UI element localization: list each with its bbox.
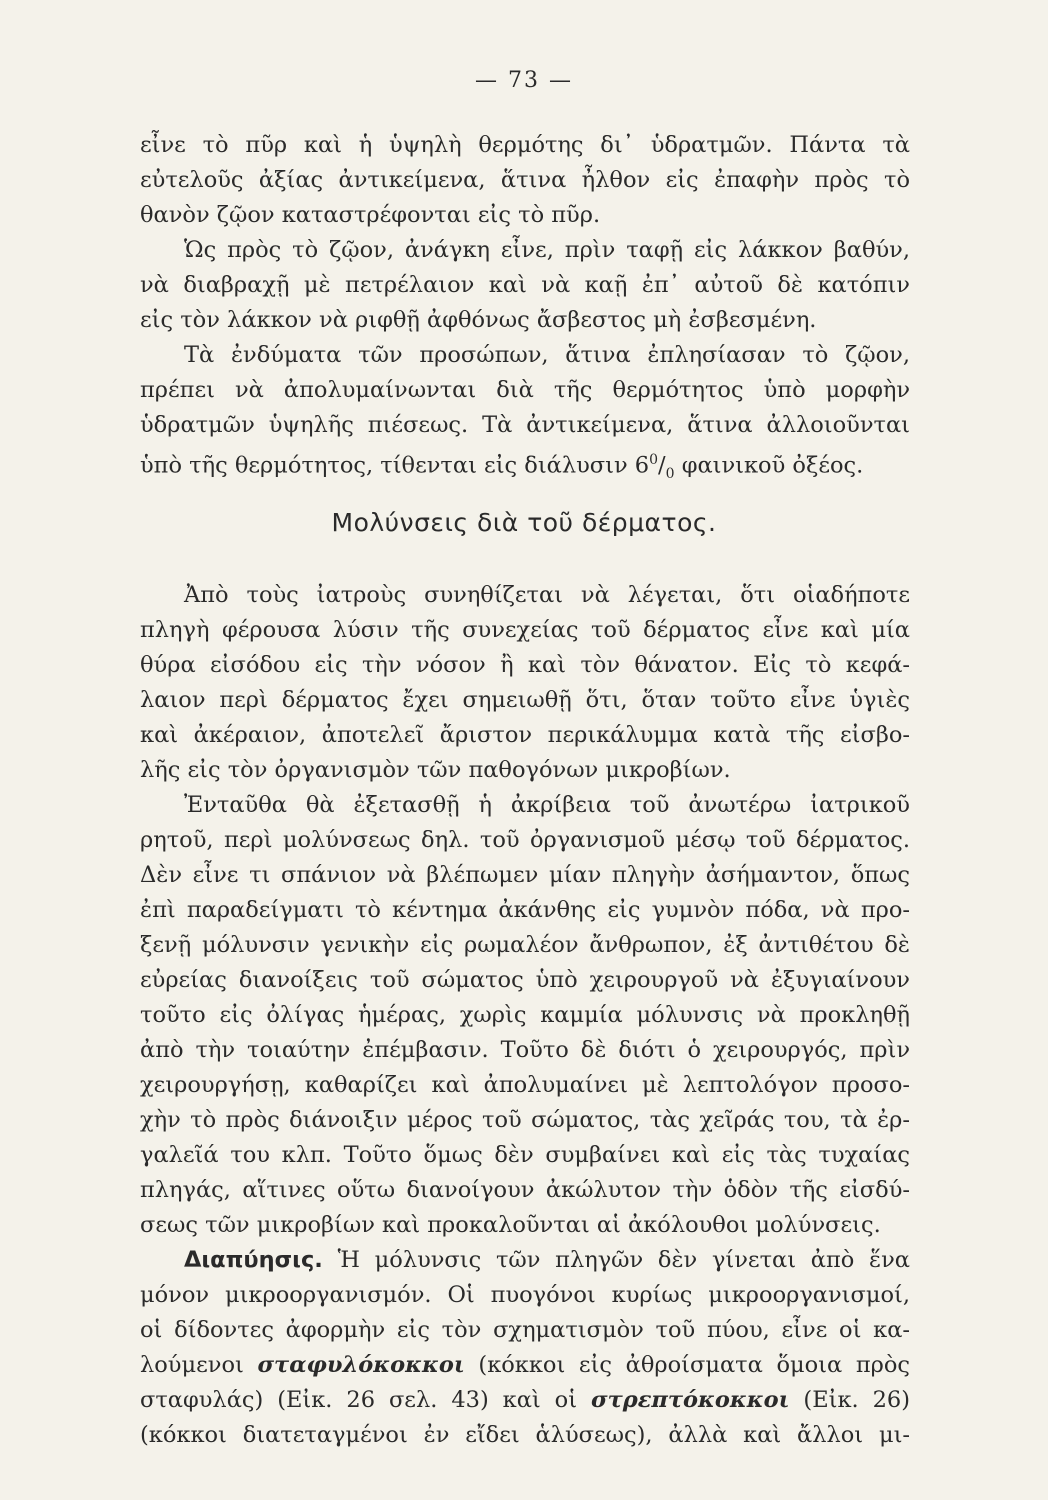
- text-line: θύρα εἰσόδου εἰς τὴν νόσον ἢ καὶ τὸν θάνατον. Εἰς τὸ κεφά-: [140, 652, 910, 678]
- text-line: χειρουργήσῃ, καθαρίζει καὶ ἀπολυμαίνει μὲ λεπτολόγον προσο-: [140, 1072, 910, 1098]
- paragraph-1: [140, 128, 910, 233]
- text-line: ἐπὶ παραδείγματι τὸ κέντημα ἀκάνθης εἰς γυμνὸν πόδα, νὰ προ-: [140, 897, 910, 923]
- text-line: θανὸν ζῷον καταστρέφονται εἰς τὸ πῦρ.: [140, 202, 601, 228]
- section-heading: Μολύνσεις διὰ τοῦ δέρματος.: [331, 508, 717, 537]
- text-line: πληγὴ φέρουσα λύσιν τῆς συνεχείας τοῦ δέρματος εἶνε καὶ μία: [140, 617, 910, 643]
- text-line: [140, 1243, 910, 1278]
- text-segment: Ἡ μόλυνσις τῶν πληγῶν δὲν γίνεται ἀπὸ ἕνα: [322, 1247, 910, 1273]
- text-line: λαιον περὶ δέρματος ἔχει σημειωθῇ ὅτι, ὅταν τοῦτο εἶνε ὑγιὲς: [140, 687, 910, 713]
- text-line: Ἀπὸ τοὺς ἰατροὺς συνηθίζεται νὰ λέγεται, ὅτι οἱαδήποτε: [184, 582, 910, 608]
- text-segment: (κόκκοι εἰς ἀθροίσματα ὅμοια πρὸς: [464, 1352, 910, 1378]
- text-line: σεως τῶν μικροβίων καὶ προκαλοῦνται αἱ ἀκόλουθοι μολύνσεις.: [140, 1212, 881, 1238]
- term-staphylococci: σταφυλόκοκκοι: [257, 1352, 465, 1378]
- text-line: εὐτελοῦς ἀξίας ἀντικείμενα, ἅτινα ἦλθον εἰς ἐπαφὴν πρὸς τὸ: [140, 167, 910, 193]
- text-line: καὶ ἀκέραιον, ἀποτελεῖ ἄριστον περικάλυμμα κατὰ τῆς εἰσβο-: [140, 722, 910, 748]
- text-line: εἰς τὸν λάκκον νὰ ριφθῇ ἀφθόνως ἄσβεστος μὴ ἐσβεσμένη.: [140, 307, 817, 333]
- term-diapyesis: Διαπύησις.: [184, 1247, 323, 1273]
- text-segment: φαινικοῦ ὀξέος.: [674, 452, 864, 479]
- text-line: νὰ διαβραχῇ μὲ πετρέλαιον καὶ νὰ καῇ ἐπ᾽ αὐτοῦ δὲ κατόπιν: [140, 272, 910, 298]
- subscript: 0: [665, 466, 675, 482]
- text-segment: /: [658, 452, 666, 479]
- text-line: Δὲν εἶνε τι σπάνιον νὰ βλέπωμεν μίαν πληγὴν ἀσήμαντον, ὅπως: [140, 862, 910, 888]
- text-line: ρητοῦ, περὶ μολύνσεως δηλ. τοῦ ὀργανισμοῦ μέσῳ τοῦ δέρματος.: [140, 827, 910, 853]
- text-line: οἱ δίδοντες ἀφορμὴν εἰς τὸν σχηματισμὸν τοῦ πύου, εἶνε οἱ κα-: [140, 1317, 910, 1343]
- text-line: εἶνε τὸ πῦρ καὶ ἡ ὑψηλὴ θερμότης δι᾽ ὑδρατμῶν. Πάντα τὰ: [140, 132, 910, 158]
- text-line: Ὡς πρὸς τὸ ζῷον, ἀνάγκη εἶνε, πρὶν ταφῇ εἰς λάκκον βαθύν,: [184, 237, 910, 263]
- paragraph-5: [140, 788, 910, 1243]
- text-line: πληγάς, αἵτινες οὕτω διανοίγουν ἀκώλυτον τὴν ὁδὸν τῆς εἰσδύ-: [140, 1177, 910, 1203]
- text-line: ὑδρατμῶν ὑψηλῆς πιέσεως. Τὰ ἀντικείμενα, ἅτινα ἀλλοιοῦνται: [140, 412, 910, 438]
- page-number: — 73 —: [475, 68, 573, 93]
- text-line: Ἐνταῦθα θὰ ἐξετασθῇ ἡ ἀκρίβεια τοῦ ἀνωτέρω ἰατρικοῦ: [184, 792, 910, 818]
- text-line: μόνον μικροοργανισμόν. Οἱ πυογόνοι κυρίως μικροοργανισμοί,: [140, 1282, 910, 1308]
- text-line: λῆς εἰς τὸν ὀργανισμὸν τῶν παθογόνων μικροβίων.: [140, 757, 731, 783]
- text-line: πρέπει νὰ ἀπολυμαίνωνται διὰ τῆς θερμότητος ὑπὸ μορφὴν: [140, 377, 910, 403]
- text-line: ἀπὸ τὴν τοιαύτην ἐπέμβασιν. Τοῦτο δὲ διότι ὁ χειρουργός, πρὶν: [140, 1037, 910, 1063]
- paragraph-6: [140, 1243, 910, 1453]
- text-line: ξενῇ μόλυνσιν γενικὴν εἰς ρωμαλέον ἄνθρωπον, ἐξ ἀντιθέτου δὲ: [140, 932, 910, 958]
- text-line: [140, 1348, 910, 1383]
- text-segment: λούμενοι: [140, 1352, 258, 1378]
- paragraph-4: [140, 578, 910, 788]
- term-streptococci: στρεπτόκοκκοι: [591, 1387, 790, 1413]
- text-line: χὴν τὸ πρὸς διάνοιξιν μέρος τοῦ σώματος, τὰς χεῖράς του, τὰ ἐρ-: [140, 1107, 910, 1133]
- text-segment: (Εἰκ. 26): [789, 1387, 911, 1413]
- text-segment: σταφυλάς) (Εἰκ. 26 σελ. 43) καὶ οἱ: [140, 1387, 591, 1413]
- text-line: τοῦτο εἰς ὀλίγας ἡμέρας, χωρὶς καμμία μόλυνσις νὰ προκληθῇ: [140, 1002, 910, 1028]
- text-line: Τὰ ἐνδύματα τῶν προσώπων, ἅτινα ἐπλησίασαν τὸ ζῷον,: [184, 342, 910, 368]
- paragraph-3: [140, 338, 910, 482]
- text-line: [140, 1383, 910, 1418]
- text-segment: ὑπὸ τῆς θερμότητος, τίθενται εἰς διάλυσιν 6: [140, 452, 650, 479]
- text-line: (κόκκοι διατεταγμένοι ἐν εἴδει ἁλύσεως), ἀλλὰ καὶ ἄλλοι μι-: [140, 1422, 910, 1448]
- paragraph-2: [140, 233, 910, 338]
- text-line: εὐρείας διανοίξεις τοῦ σώματος ὑπὸ χειρουργοῦ νὰ ἐξυγιαίνουν: [140, 967, 910, 993]
- text-line: γαλεῖά του κλπ. Τοῦτο ὅμως δὲν συμβαίνει καὶ εἰς τὰς τυχαίας: [140, 1142, 910, 1168]
- superscript: 0: [649, 452, 659, 468]
- text-line-with-percent: [140, 443, 910, 482]
